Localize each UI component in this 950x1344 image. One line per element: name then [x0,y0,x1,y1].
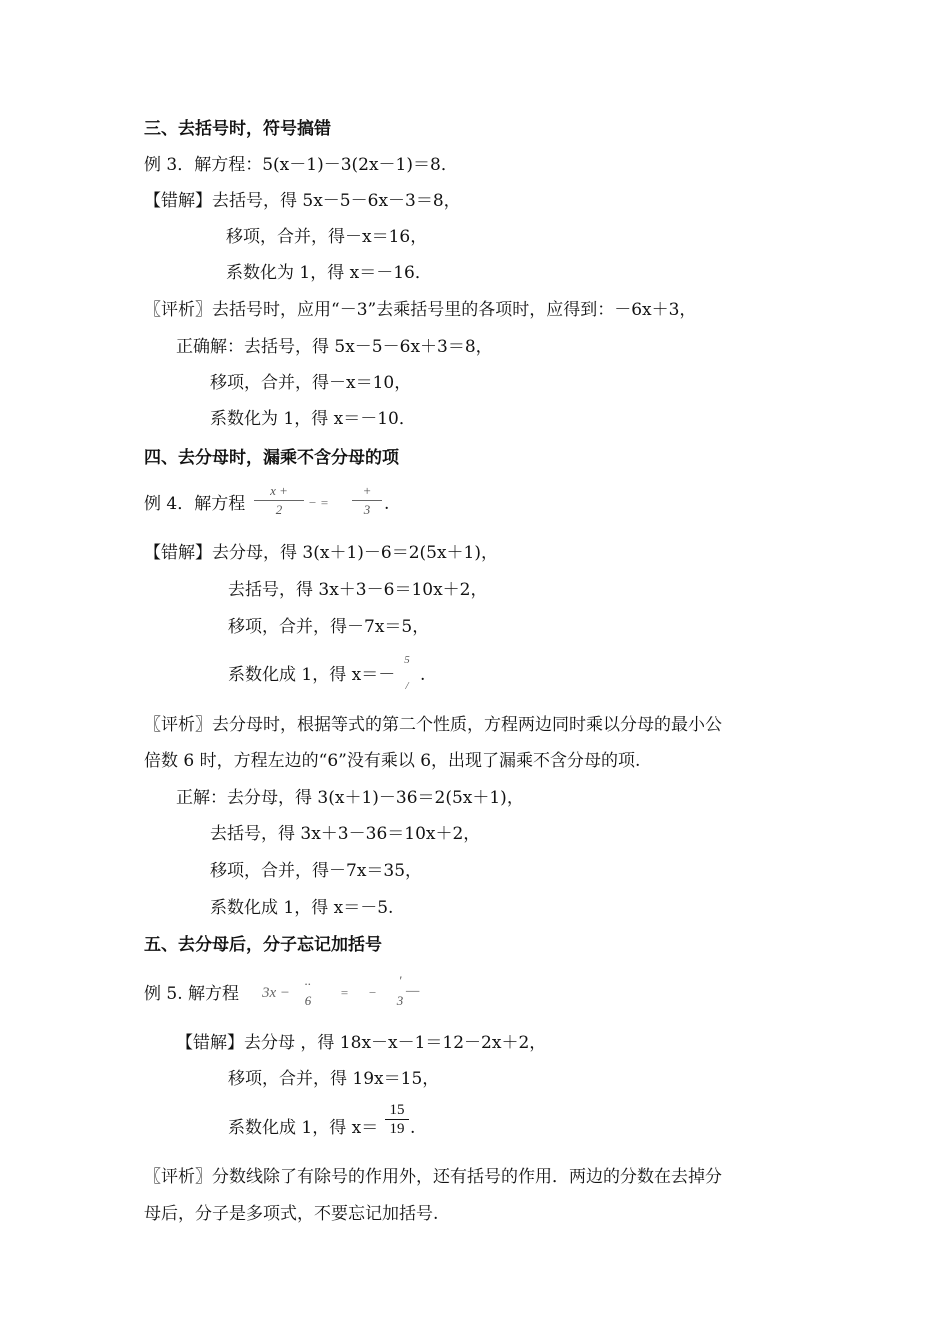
example-4-minus: − [308,495,317,510]
example-5-lead: 3x − [262,985,291,1001]
wrong-solution-line: 系数化成 1，得 x＝－ [228,665,396,685]
fraction-denominator: 19 [389,1121,405,1137]
analysis-text: 〖评析〗去括号时，应用“－3”去乘括号里的各项时，应得到：－6x＋3， [144,300,697,320]
section-heading-4: 四、去分母时，漏乘不含分母的项 [144,448,399,468]
example-4-equals: = [320,495,329,510]
example-5-equals: = [340,985,349,1000]
example-4-end: . [384,494,390,514]
correct-solution-line: 系数化为 1，得 x＝－10． [210,409,416,429]
analysis-text: 〖评析〗分数线除了有除号的作用外，还有括号的作用．两边的分数在去掉分 [144,1167,722,1187]
section-heading-3: 三、去括号时，符号搞错 [144,119,331,139]
fraction-numerator: + [362,483,372,498]
example-3: 例 3．解方程：5(x－1)－3(2x－1)＝8． [144,155,458,175]
example-5-dash: — [406,983,420,999]
correct-solution-line: 移项，合并，得－x＝10， [210,373,412,393]
section-heading-5: 五、去分母后，分子忘记加括号 [144,935,382,955]
fraction-bar [385,1119,409,1120]
wrong-solution-line: 移项，合并，得 19x＝15， [228,1069,440,1089]
wrong-solution-line: 移项，合并，得－7x＝5， [228,617,430,637]
wrong-solution-line: 【错解】去括号，得 5x－5－6x－3＝8， [144,191,461,211]
fraction-numerator: 5 [404,654,410,666]
fraction-denominator: / [405,680,409,692]
analysis-text: 倍数 6 时，方程左边的“6”没有乘以 6，出现了漏乘不含分母的项. [144,751,641,771]
wrong-answer-fraction [398,652,416,694]
example-4-fraction-right [352,483,382,518]
analysis-text: 母后，分子是多项式，不要忘记加括号. [144,1204,439,1224]
wrong-answer-fraction [385,1102,409,1137]
wrong-solution-line: 【错解】去分母，得 3(x＋1)－6＝2(5x＋1)， [144,543,499,563]
analysis-text: 〖评析〗去分母时，根据等式的第二个性质，方程两边同时乘以分母的最小公 [144,715,722,735]
fraction-numerator: .. [304,973,312,988]
example-5: 例 5. 解方程 [144,984,240,1004]
fraction-denominator: 3 [396,993,404,1008]
wrong-solution-line: 移项，合并，得－x＝16， [226,227,428,247]
fraction-denominator: 2 [275,502,283,517]
example-5-minus: − [368,985,377,1000]
fraction-bar [254,500,304,501]
wrong-answer-end: . [420,665,426,685]
fraction-denominator: 6 [304,993,312,1008]
wrong-solution-line: 系数化为 1，得 x＝－16． [226,263,432,283]
wrong-solution-line: 系数化成 1，得 x＝ [228,1118,379,1138]
wrong-solution-line: 【错解】去分母 ，得 18x－x－1＝12－2x＋2， [176,1033,547,1053]
example-5-fraction-left [298,973,318,1009]
fraction-numerator: 15 [389,1102,405,1118]
wrong-solution-line: 去括号，得 3x＋3－6＝10x＋2， [228,580,488,600]
fraction-numerator: x + [270,483,288,498]
fraction-numerator: ' [398,973,402,988]
correct-solution-line: 正确解：去括号，得 5x－5－6x＋3＝8， [176,337,493,357]
fraction-bar [352,500,382,501]
correct-solution-line: 正解：去分母，得 3(x＋1)－36＝2(5x＋1)， [176,788,524,808]
fraction-denominator: 3 [363,502,371,517]
wrong-answer-end: . [410,1118,416,1138]
example-4: 例 4．解方程 [144,494,246,514]
correct-solution-line: 系数化成 1，得 x＝－5. [210,898,394,918]
example-4-fraction-left [254,483,304,518]
correct-solution-line: 去括号，得 3x＋3－36＝10x＋2， [210,824,481,844]
correct-solution-line: 移项，合并，得－7x＝35， [210,861,423,881]
